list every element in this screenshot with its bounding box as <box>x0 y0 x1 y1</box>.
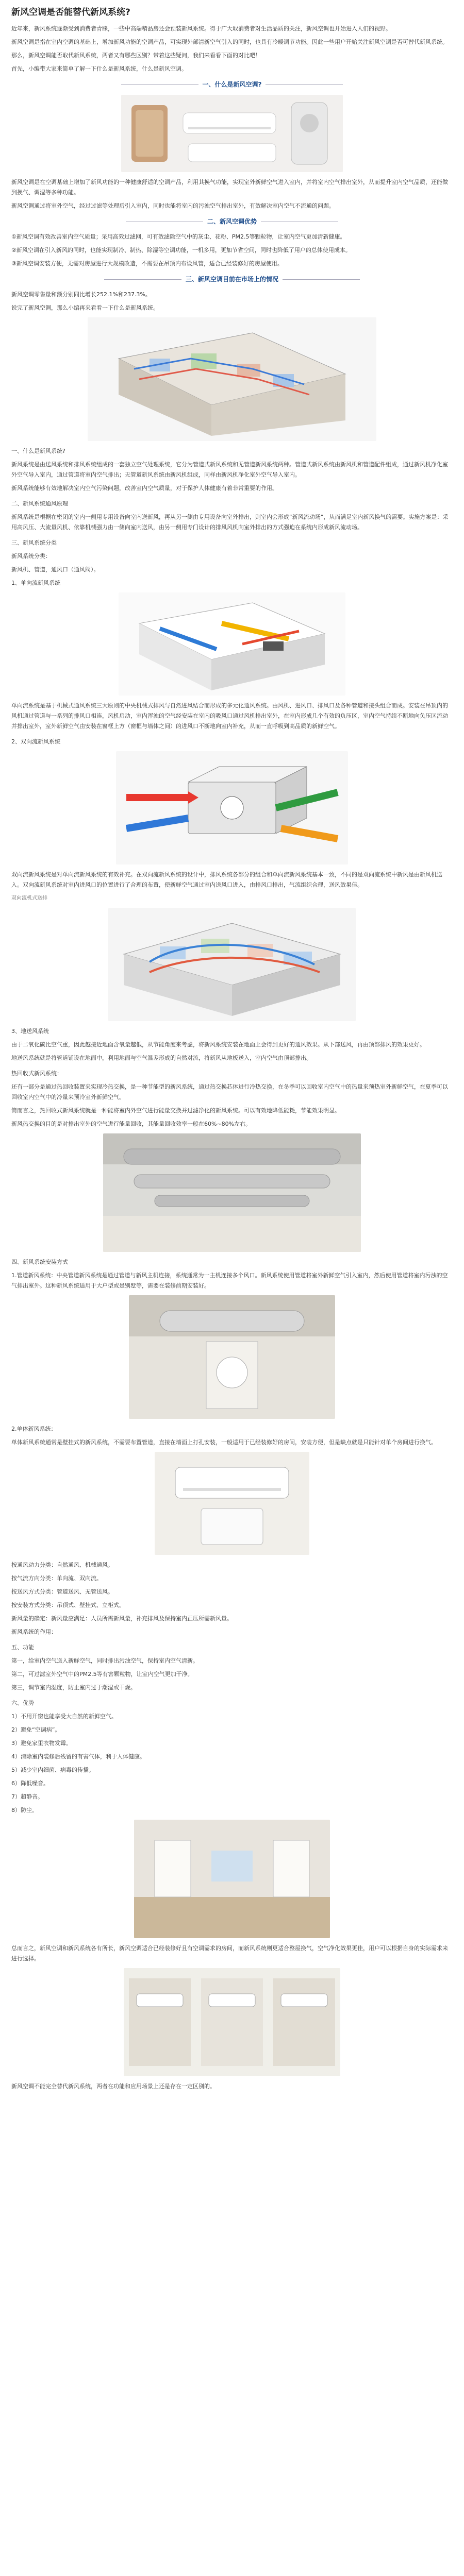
subsection-title: 2.单体新风系统： <box>11 1426 57 1432</box>
double-flow-diagram <box>116 751 348 865</box>
paragraph: ①新风空调有效改善室内空气质量；采用高效过滤网，可有效滤除空气中的灰尘、花粉、PM2.5等颗粒物，让室内空气更加清新健康。 <box>11 233 346 240</box>
paragraph: 新风空调零售量和额分别同比增长252.1%和237.3%。 <box>11 291 151 298</box>
wall-unit-photo <box>155 1452 309 1555</box>
intro-paragraph: 首先，小编带大家来简单了解一下什么是新风系统，什么是新风空调。 <box>11 65 187 72</box>
section-heading-text: 三、新风空调目前在市场上的情况 <box>185 276 278 283</box>
list-item: 2）避免“空调病”。 <box>11 1726 61 1733</box>
section-heading <box>11 274 453 284</box>
paragraph: 新风量的确定：新风量应满足：人员所需新风量，补充排风及保持室内正压所需新风量。 <box>11 1615 233 1622</box>
subsection-title: 四、新风系统安装方式 <box>11 1259 68 1265</box>
paragraph: 单向流系统是基于机械式通风系统三大原则的中央机械式排风与自然进风结合而形成的多元化通风系统。由风机、进风口、排风口及各种管道和接头组合而成。安装在吊顶内的风机通过管道与一系列的排风口相连，风机启动，室内浑浊的空气经安装在室内的吸风口通过风机排出室外，在室内形成几个有效的负压区，室内空气持续不断地向负压区流动并排出室外，室外新鲜空气由安装在窗框上方（窗框与墙体之间）的进风口不断地向室内补充，从而一直呼吸到高品质的新鲜空气。 <box>11 702 448 730</box>
list-item: 7）超静音。 <box>11 1793 43 1800</box>
subsection-title: 3、地送风系统 <box>11 1028 49 1035</box>
paragraph: 双向流新风系统是对单向流新风系统的有效补充。在双向流新风系统的设计中，排风系统各部分的组合和单向流新风系统基本一致，不同的是双向流系统中新风是由新风机送入。双向流新风系统对室内进风口的位置进行了合理的布置，使新鲜空气通过室内送风口进入，由排风口排出，气流组织合理，送风效果佳。 <box>11 871 442 888</box>
paragraph: 1.管道新风系统：中央管道新风系统是通过管道与新风主机连接，系统通常为一主机连接多个风口。新风系统使用管道将室外新鲜空气引入室内，然后使用管道将室内污浊的空气排出室外。这种新风系统适用于大户型或是别墅等，需要在装修前期安装好。 <box>11 1272 448 1289</box>
article-title: 新风空调是否能替代新风系统? <box>11 7 130 18</box>
list-item: 第三，调节室内湿度，防止室内过于潮湿或干燥。 <box>11 1684 136 1691</box>
duct-install-photo <box>129 1295 335 1419</box>
paragraph: 还有一部分是通过热回收装置来实现冷热交换，是一种节能型的新风系统，通过热交换芯体进行冷热交换，在冬季可以回收室内空气中的热量来预热室外新鲜空气，在夏季可以回收室内空气中的冷量来预冷室外新鲜空气。 <box>11 1083 448 1100</box>
house-cutaway-image <box>108 908 356 1021</box>
paragraph: 新风空调通过将室外空气，经过过滤等处理后引入室内，同时也能将室内的污浊空气排出室外，有效解决室内空气不流通的问题。 <box>11 202 335 209</box>
paragraph: 新风系统能够有效地解决室内空气污染问题，改善室内空气质量，对于保护人体健康有着非常重要的作用。 <box>11 485 278 492</box>
subsection-title: 一、什么是新风系统? <box>11 448 65 454</box>
paragraph: 新风系统分类： <box>11 553 51 560</box>
paragraph: 新风机、管道，通风口（通风阀）。 <box>11 566 100 573</box>
figure-caption: 双向流机式送排 <box>11 895 47 901</box>
section-heading <box>11 79 453 90</box>
list-item: 5）减少室内细菌、病毒的传播。 <box>11 1767 94 1773</box>
paragraph: 新风空调是在空调基础上增加了新风功能的一种健康舒适的空调产品，利用其换气功能，实现室外新鲜空气进入室内，并将室内空气排出室外，从而提升室内空气品质，还能做到换气、调湿等多种功能。 <box>11 179 448 196</box>
paragraph: 新风系统的作用： <box>11 1629 57 1635</box>
paragraph: 说完了新风空调，那么小编再来看看一下什么是新风系统。 <box>11 304 159 311</box>
paragraph: 按安装方式分类：吊顶式、壁挂式、立柜式。 <box>11 1602 125 1608</box>
paragraph: 按通风动力分类：自然通风、机械通风。 <box>11 1562 113 1568</box>
ac-install-sequence-photo <box>124 1968 340 2076</box>
list-item: 1）不用开窗也能享受大自然的新鲜空气。 <box>11 1713 117 1720</box>
list-item: 3）避免家里衣物发霉。 <box>11 1740 72 1747</box>
paragraph: 单体新风系统通常是壁挂式的新风系统，不需要布置管道，直接在墙面上打孔安装，一般适用于已经装修好的房间，安装方便，但是缺点就是只能针对单个房间进行换气。 <box>11 1439 437 1446</box>
ac-units-image <box>121 95 343 172</box>
room-interior-photo <box>134 1820 330 1938</box>
subsection-title: 五、功能 <box>11 1644 34 1651</box>
subsection-title: 六、优势 <box>11 1700 34 1706</box>
subsection-title: 2、双向流新风系统 <box>11 738 60 745</box>
intro-paragraph: 新风空调是指在室内空调的基础上，增加新风功能的空调产品，可实现外部清新空气引入的同时，也具有冷暖调节功能。因此一些用户开始关注新风空调是否可替代新风系统。 <box>11 39 448 45</box>
single-flow-diagram <box>119 592 345 696</box>
paragraph: ③新风空调安装方便，无需对房屋进行大规模改造，不需要在吊顶内布设风管，适合已经装修好的房屋使用。 <box>11 260 283 267</box>
subsection-title: 热回收式新风系统： <box>11 1070 62 1077</box>
paragraph: 新风系统是由送风系统和排风系统组成的一套独立空气处理系统，它分为管道式新风系统和无管道新风系统两种。管道式新风系统由新风机和管道配件组成，通过新风机净化室外空气导入室内，通过管道将室内空气排出；无管道新风系统由新风机组成，同样由新风机净化室外空气导入室内。 <box>11 461 448 478</box>
paragraph: 按送风方式分类：管道送风、无管送风。 <box>11 1588 113 1595</box>
ceiling-duct-photo <box>103 1133 361 1252</box>
paragraph: 简而言之，热回收式新风系统就是一种能将室内外空气进行能量交换并过滤净化的新风系统。可以有效地降低能耗，节能效果明显。 <box>11 1107 340 1114</box>
section-heading-text: 一、什么是新风空调? <box>202 81 262 88</box>
house-floorplan-image <box>88 317 376 441</box>
subsection-title: 三、新风系统分类 <box>11 539 57 546</box>
list-item: 4）清除室内装修后残留的有害气体，利于人体健康。 <box>11 1753 145 1760</box>
section-heading <box>11 216 453 227</box>
list-item: 8）防尘。 <box>11 1807 38 1814</box>
list-item: 第二，可过滤室外空气中的PM2.5等有害颗粒物，让室内空气更加干净。 <box>11 1671 193 1677</box>
paragraph: 1、单向流新风系统 <box>11 580 60 586</box>
paragraph: 按气流方向分类：单向流、双向流。 <box>11 1575 102 1582</box>
paragraph: 总而言之，新风空调和新风系统各有所长，新风空调适合已经装修好且有空调需求的房间，而新风系统则更适合整屋换气，空气净化效果更佳，用户可以根据自身的实际需求来进行选择。 <box>11 1945 448 1962</box>
intro-paragraph: 近年来，新风系统逐渐受到消费者青睐，一些中高端精品房还会预装新风系统。得于广大取消费者对生活品质的关注，新风空调也开始进入人们的视野。 <box>11 25 391 32</box>
list-item: 6）降低噪音。 <box>11 1780 49 1787</box>
paragraph: 由于二氧化碳比空气重，因此越接近地面含氧量越低，从节能角度来考虑，将新风系统安装在地面上会得到更好的通风效果。从下部送风，再由顶部排风的效果更好。 <box>11 1041 425 1048</box>
intro-paragraph: 那么，新风空调能否取代新风系统，两者又有哪些区别？带着这些疑问，我们来看看下面的对比吧！ <box>11 52 261 59</box>
subsection-title: 二、新风系统通风原理 <box>11 500 68 507</box>
paragraph: 新风系统是根据在密闭的室内一侧用专用设备向室内送新风，再从另一侧由专用设备向室外排出，则室内会形成“新风流动场”，从而满足室内新风换气的需要。实施方案是：采用高风压、大流量风机、依靠机械强力由一侧向室内送风，由另一侧用专门设计的排风风机向室外排出的方式强迫在系统内形成新风流动场。 <box>11 514 449 531</box>
paragraph: 新风空调不能完全替代新风系统，两者在功能和应用场景上还是存在一定区别的。 <box>11 2083 216 2090</box>
paragraph: 新风热交换的目的是对排出室外的空气进行能量回收，其能量回收效率一般在60%~80%左右。 <box>11 1121 252 1127</box>
section-heading-text: 二、新风空调优势 <box>207 218 257 225</box>
list-item: 第一，给室内空气送入新鲜空气，同时排出污浊空气，保持室内空气清新。 <box>11 1657 198 1664</box>
paragraph: 地送风系统就是将管道铺设在地面中，利用地面与空气温差形成的自然对流，将新风从地板送入，室内空气由顶部排出。 <box>11 1055 312 1061</box>
paragraph: ②新风空调在引入新风的同时，也能实现制冷、制热、除湿等空调功能，一机多用，更加节省空间，同时也降低了用户的总体使用成本。 <box>11 247 351 253</box>
